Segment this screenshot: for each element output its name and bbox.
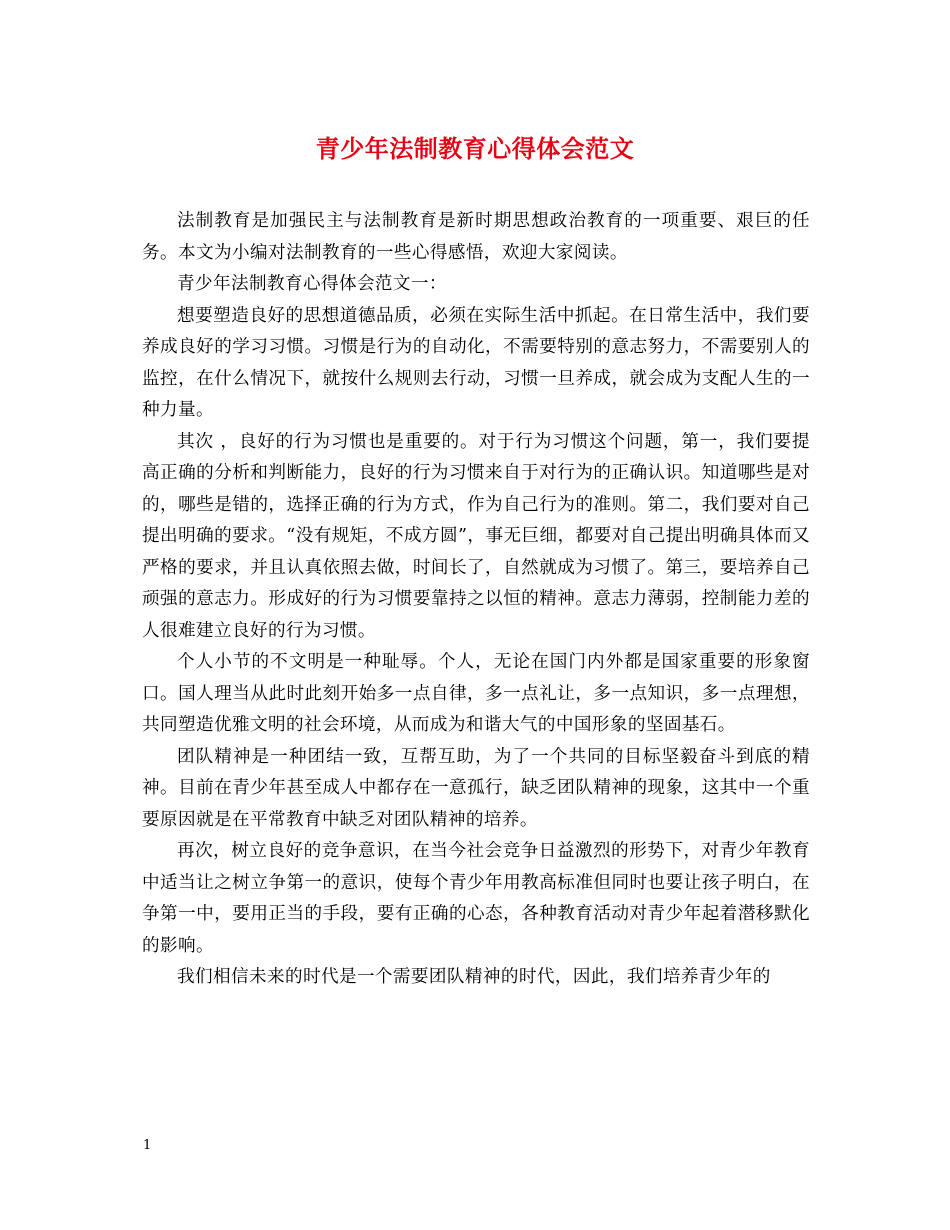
paragraph-section-heading: 青少年法制教育心得体会范文一：: [177, 274, 447, 294]
page-number: 1: [143, 1138, 152, 1153]
paragraph-future: 我们相信未来的时代是一个需要团队精神的时代，因此，我们培养青少年的: [177, 967, 771, 987]
paragraph-civility: 个人小节的不文明是一种耻辱。个人，无论在国门内外都是国家重要的形象窗口。国人理当从此时此刻开始多一点自律，多一点礼让，多一点知识，多一点理想，共同塑造优雅文明的社会环境，从而成为和谐大气的中国形象的坚固基石。: [142, 652, 810, 735]
document-title: 青少年法制教育心得体会范文: [315, 134, 635, 163]
paragraph-competition: 再次，树立良好的竞争意识，在当今社会竞争日益激烈的形势下，对青少年教育中适当让之树立争第一的意识，使每个青少年用教高标准但同时也要让孩子明白，在争第一中，要用正当的手段，要有正确的心态，各种教育活动对青少年起着潜移默化的影响。: [142, 841, 810, 956]
paragraph-teamwork: 团队精神是一种团结一致，互帮互助，为了一个共同的目标坚毅奋斗到底的精神。目前在青少年甚至成人中都存在一意孤行，缺乏团队精神的现象，这其中一个重要原因就是在平常教育中缺乏对团队精神的培养。: [142, 746, 810, 830]
paragraph-habits: 想要塑造良好的思想道德品质，必须在实际生活中抓起。在日常生活中，我们要养成良好的学习习惯。习惯是行为的自动化，不需要特别的意志努力，不需要别人的监控，在什么情况下，就按什么规则去行动，习惯一旦养成，就会成为支配人生的一种力量。: [142, 305, 810, 420]
paragraph-behavior: 其次 ，良好的行为习惯也是重要的。对于行为习惯这个问题，第一，我们要提高正确的分析和判断能力，良好的行为习惯来自于对行为的正确认识。知道哪些是对的，哪些是错的，选择正确的行为方式，作为自己行为的准则。第二，我们要对自己提出明确的要求。“没有规矩，不成方圆”，事无巨细，都要对自己提出明确具体而又严格的要求，并且认真依照去做，时间长了，自然就成为习惯了。第三，要培养自己顽强的意志力。形成好的行为习惯要靠持之以恒的精神。意志力薄弱，控制能力差的人很难建立良好的行为习惯。: [142, 431, 810, 641]
document-body: [142, 206, 810, 994]
paragraph-intro: 法制教育是加强民主与法制教育是新时期思想政治教育的一项重要、艰巨的任务。本文为小编对法制教育的一些心得感悟，欢迎大家阅读。: [142, 211, 810, 263]
